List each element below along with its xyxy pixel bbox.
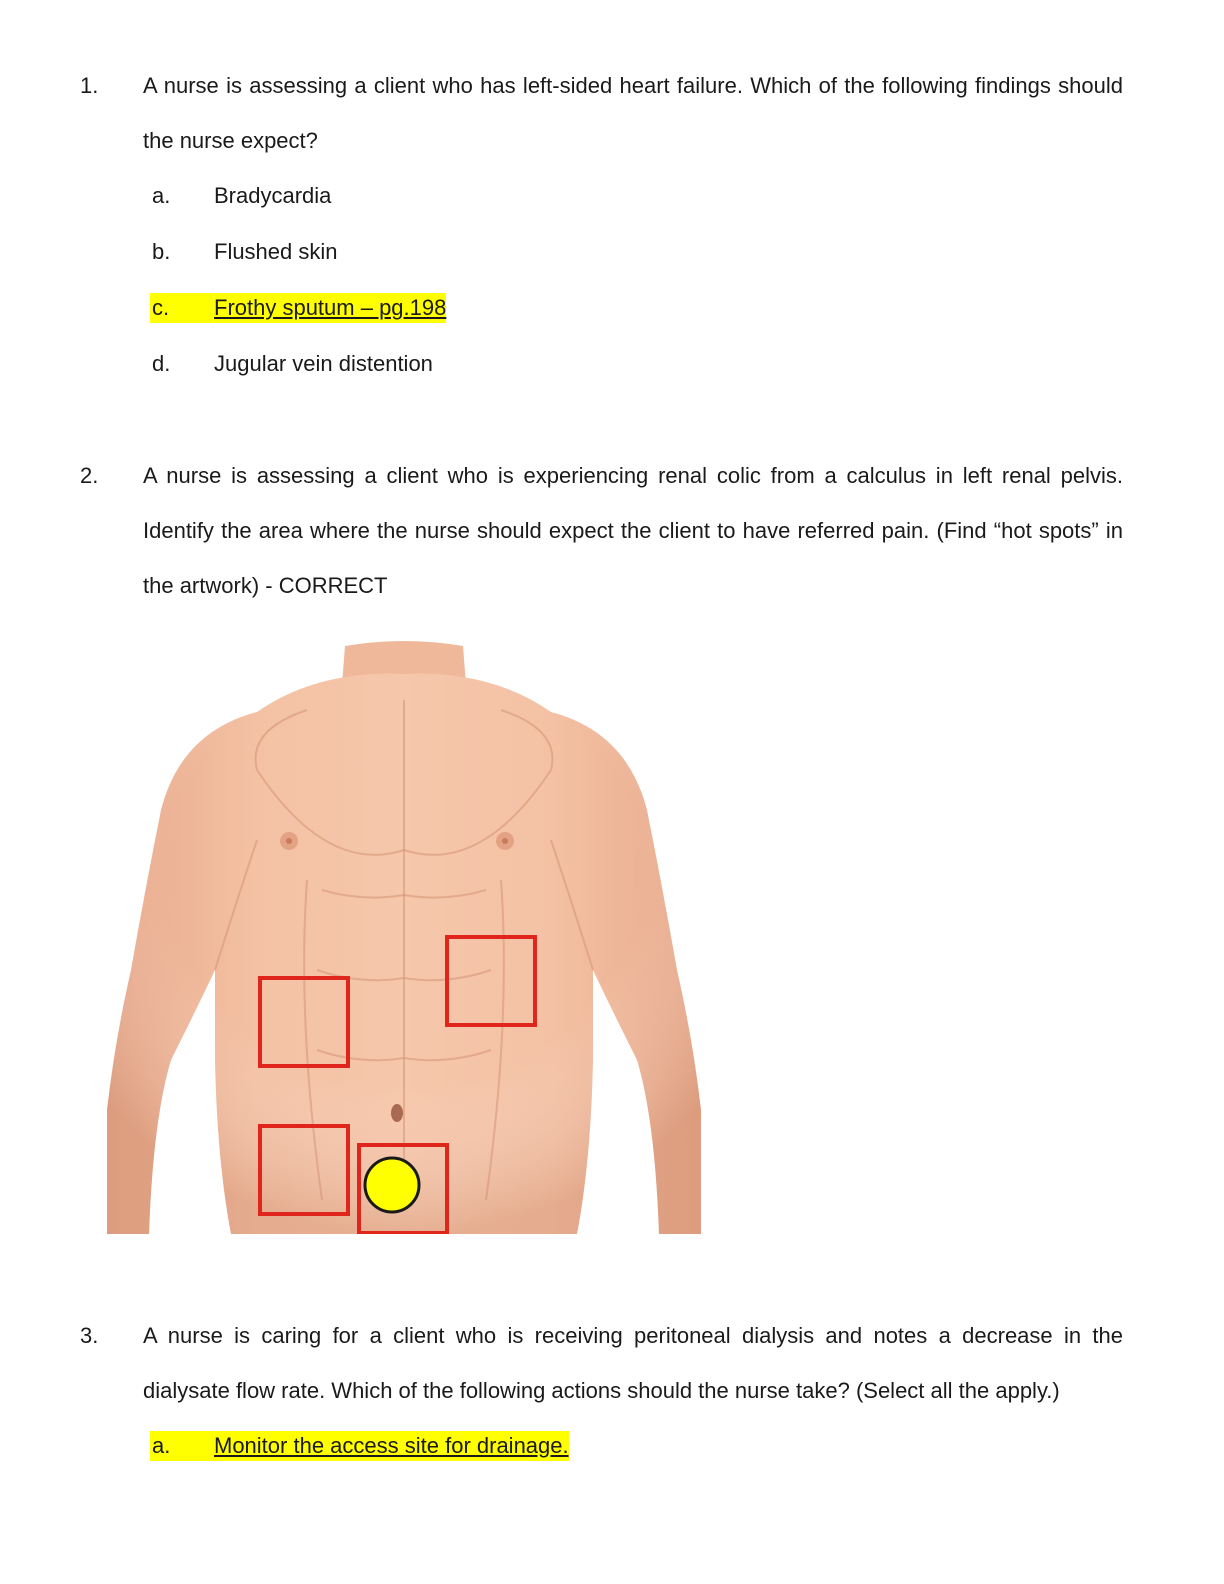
option-letter: c. <box>150 293 213 323</box>
option-label: Jugular vein distention <box>214 351 433 376</box>
selected-hotspot-marker <box>365 1158 419 1212</box>
option-label: Bradycardia <box>214 183 332 208</box>
question-text: A nurse is assessing a client who has left-sided heart failure. Which of the following findings should the nurse expect? <box>143 73 1123 153</box>
option-label: Monitor the access site for drainage. <box>214 1431 569 1461</box>
question-text: A nurse is caring for a client who is receiving peritoneal dialysis and notes a decrease in the dialysate flow rate. Which of the following actions should the nurse take? (Select all the apply.) <box>143 1323 1123 1403</box>
option-letter: a. <box>150 1431 214 1461</box>
option-letter: b. <box>152 239 171 264</box>
question-text: A nurse is assessing a client who is experiencing renal colic from a calculus in left renal pelvis. Identify the area where the nurse should expect the client to have referred pain. (Find “hot spots” in the artwork) - CORRECT <box>143 463 1123 598</box>
question-number: 2. <box>80 463 99 488</box>
question-number: 1. <box>80 73 99 98</box>
option-letter: d. <box>152 351 171 376</box>
torso-hotspot-figure <box>107 640 701 1234</box>
option-label: Frothy sputum – pg.198 <box>214 293 446 323</box>
question-number: 3. <box>80 1323 99 1348</box>
option-letter: a. <box>152 183 171 208</box>
option-label: Flushed skin <box>214 239 338 264</box>
